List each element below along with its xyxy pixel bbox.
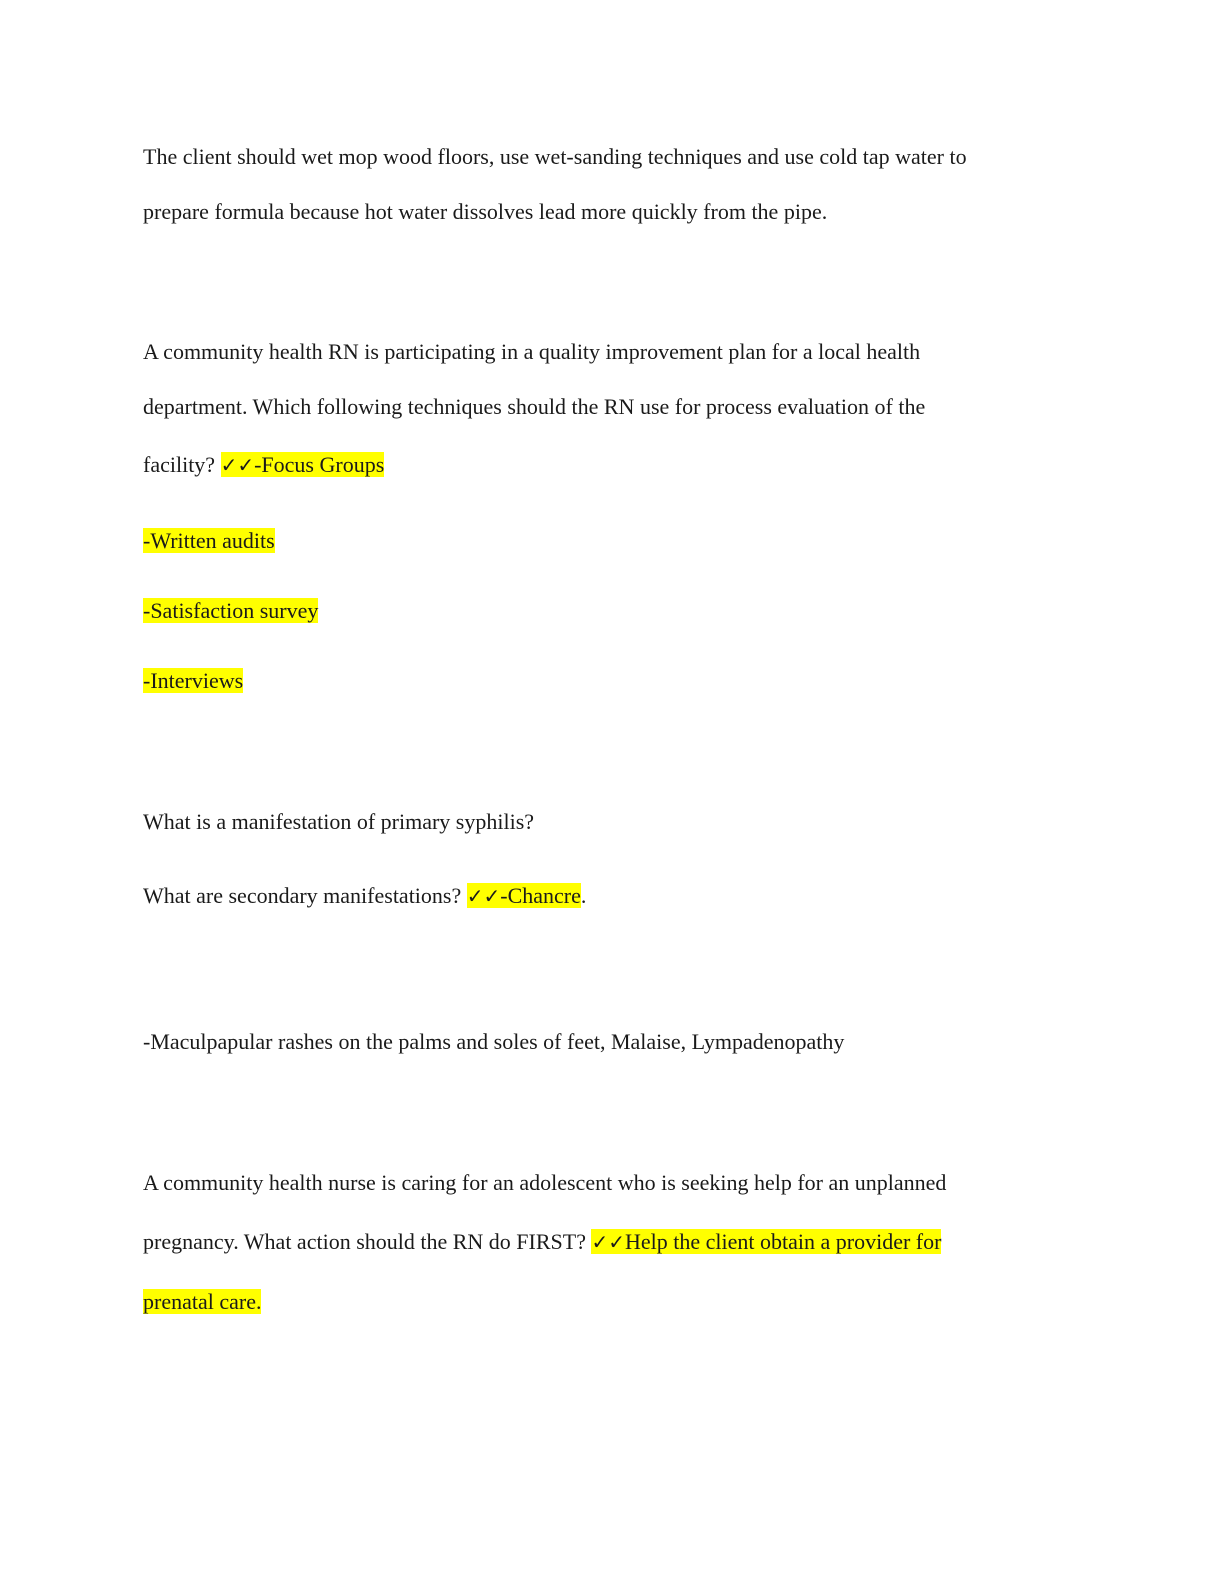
answer-highlight bbox=[467, 883, 581, 908]
question-line: A community health RN is participating in a quality improvement plan for a local health bbox=[143, 339, 921, 364]
answer-text: -Chancre bbox=[500, 883, 581, 908]
check-icon: ✓✓ bbox=[466, 884, 501, 908]
paragraph-line: prepare formula because hot water dissolves lead more quickly from the pipe. bbox=[143, 199, 828, 224]
question-text: What are secondary manifestations? bbox=[143, 883, 467, 908]
answer-line bbox=[143, 1287, 261, 1317]
answer-highlight bbox=[591, 1229, 941, 1254]
answer-highlight: -Satisfaction survey bbox=[143, 598, 319, 623]
question-line bbox=[143, 1227, 941, 1257]
question-line bbox=[143, 450, 384, 480]
question-line: department. Which following techniques should the RN use for process evaluation of the bbox=[143, 394, 926, 419]
question-text: pregnancy. What action should the RN do FIRST? bbox=[143, 1229, 592, 1254]
answer-line bbox=[143, 596, 318, 626]
answer-highlight bbox=[221, 452, 385, 477]
check-icon: ✓✓ bbox=[591, 1230, 625, 1254]
answer-text: Help the client obtain a provider for bbox=[625, 1229, 942, 1254]
check-icon: ✓✓ bbox=[220, 453, 255, 477]
question-line bbox=[143, 881, 586, 911]
question-text: facility? bbox=[143, 452, 221, 477]
answer-line bbox=[143, 666, 243, 696]
answer-text: -Focus Groups bbox=[254, 452, 385, 477]
paragraph-line: The client should wet mop wood floors, use wet-sanding techniques and use cold tap water to bbox=[143, 144, 967, 169]
question-line: What is a manifestation of primary syphilis? bbox=[143, 809, 535, 834]
answer-line bbox=[143, 526, 275, 556]
trailing-punct: . bbox=[580, 883, 587, 908]
question-line: A community health nurse is caring for an adolescent who is seeking help for an unplanned bbox=[143, 1170, 947, 1195]
answer-highlight: prenatal care. bbox=[143, 1289, 262, 1314]
paragraph-line: -Maculpapular rashes on the palms and soles of feet, Malaise, Lympadenopathy bbox=[143, 1029, 845, 1054]
answer-highlight: -Interviews bbox=[143, 668, 244, 693]
answer-highlight: -Written audits bbox=[143, 528, 275, 553]
